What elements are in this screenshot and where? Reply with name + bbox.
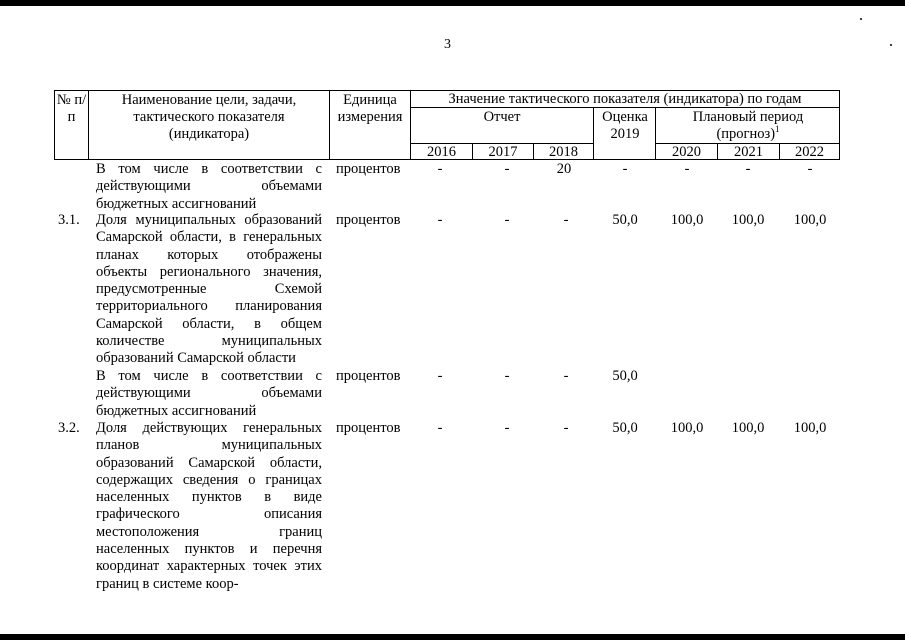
row-number: 3.2. (58, 420, 80, 436)
row-value: 100,0 (670, 212, 704, 228)
header-year: 2020 (672, 144, 701, 160)
row-value: 100,0 (731, 420, 765, 436)
scan-speck (860, 18, 862, 20)
row-unit: процентов (336, 368, 401, 384)
row-name: В том числе в соответствии с действующими объемами бюджетных ассигнований (96, 161, 322, 212)
header-year: 2018 (549, 144, 578, 160)
row-value: 50,0 (612, 368, 638, 384)
header-year: 2021 (734, 144, 763, 160)
row-value: - (437, 420, 443, 436)
row-value: - (563, 420, 569, 436)
header-year: 2022 (795, 144, 824, 160)
row-unit: процентов (336, 420, 401, 436)
header-year: 2017 (488, 144, 518, 160)
row-name: Доля муниципальных образований Самарской области, в генеральных планах которых отображены объекты регионального значения, предусмотренные Схемой территориального планирования Самарской области, в общем количестве муниципальных образований Самарской области (96, 212, 322, 367)
row-value: - (437, 212, 443, 228)
header-estimate: Оценка 2019 (602, 109, 648, 142)
header-report: Отчет (483, 109, 521, 125)
row-value: 50,0 (612, 420, 638, 436)
row-value: - (807, 161, 813, 177)
header-col-unit: Единица измерения (337, 92, 403, 125)
row-value: 100,0 (793, 420, 827, 436)
header-col-number: № п/п (56, 92, 87, 125)
row-unit: процентов (336, 161, 401, 177)
row-value: - (622, 161, 628, 177)
row-name: Доля действующих генеральных планов муниципальных образований Самарской области, содержащих сведения о границах населенных пунктов в виде графического описания местоположения границ населенных пунктов и перечня координат характерных точек этих границ в системе коор- (96, 420, 322, 592)
row-value: - (437, 368, 443, 384)
header-plan (674, 109, 822, 143)
row-value: - (504, 161, 510, 177)
top-scan-border (0, 0, 905, 6)
row-value: 100,0 (731, 212, 765, 228)
plan-footnote-mark: 1 (775, 124, 780, 135)
row-unit: процентов (336, 212, 401, 228)
row-value: - (504, 368, 510, 384)
page-number: 3 (444, 37, 451, 52)
row-number: 3.1. (58, 212, 80, 228)
row-value: - (563, 368, 569, 384)
header-col-values: Значение тактического показателя (индикатора) по годам (448, 91, 802, 107)
row-value: - (745, 161, 751, 177)
row-name: В том числе в соответствии с действующими объемами бюджетных ассигнований (96, 368, 322, 419)
row-value: - (437, 161, 443, 177)
row-value: - (504, 420, 510, 436)
row-value: - (563, 212, 569, 228)
row-value: 100,0 (793, 212, 827, 228)
row-value: - (684, 161, 690, 177)
row-value: 100,0 (670, 420, 704, 436)
row-value: - (504, 212, 510, 228)
header-col-name: Наименование цели, задачи, тактического показателя (индикатора) (121, 92, 297, 142)
scan-speck (890, 44, 892, 46)
table-header (54, 90, 840, 160)
bottom-scan-border (0, 634, 905, 640)
header-plan-label: Плановый период (прогноз) (692, 109, 804, 142)
header-year: 2016 (427, 144, 456, 160)
row-value: 50,0 (612, 212, 638, 228)
row-value: 20 (556, 161, 572, 177)
